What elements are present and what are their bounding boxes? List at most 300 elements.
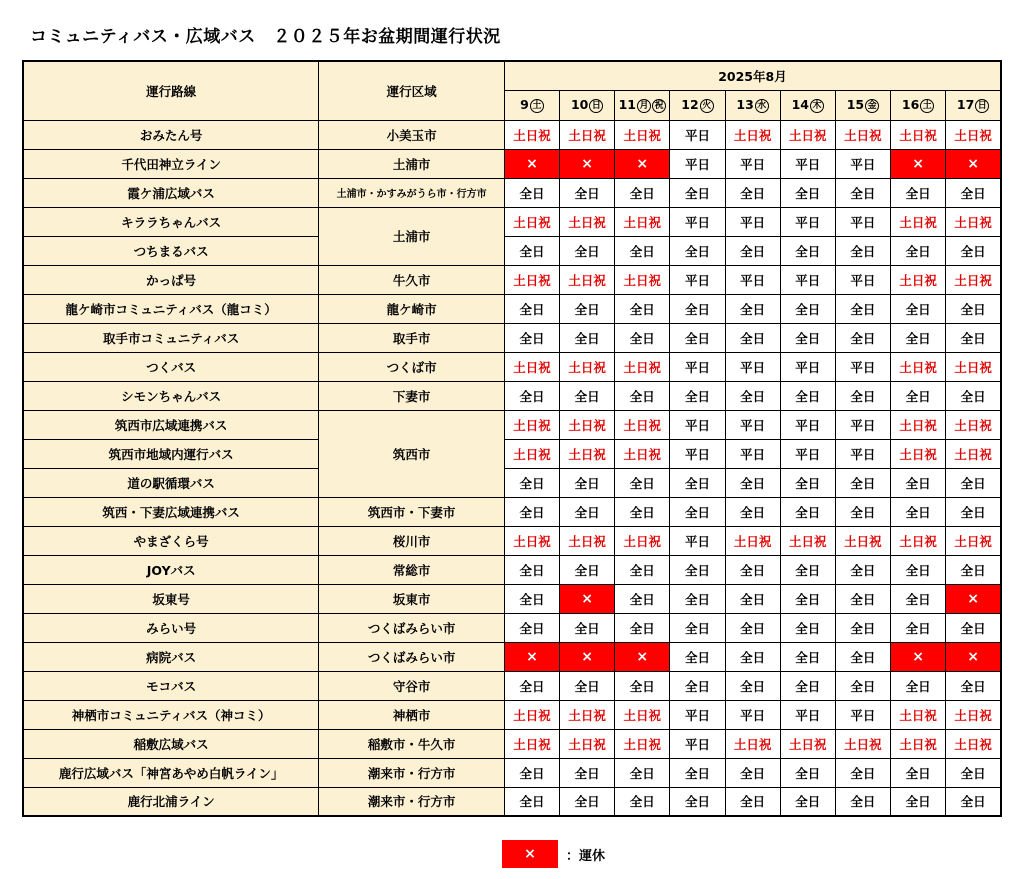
table-row bbox=[23, 265, 1001, 294]
status-cell: 全日 bbox=[946, 497, 1001, 526]
service-area: 坂東市 bbox=[319, 584, 505, 613]
status-cell: 全日 bbox=[891, 758, 946, 787]
weekday-badge: 土 bbox=[920, 99, 934, 113]
status-cell: 全日 bbox=[725, 178, 780, 207]
status-cell: 全日 bbox=[835, 497, 890, 526]
date-header bbox=[504, 90, 559, 120]
status-cell: 平日 bbox=[835, 265, 890, 294]
service-area: 筑西市 bbox=[319, 410, 505, 497]
status-cell: 土日祝 bbox=[835, 526, 890, 555]
header-area: 運行区域 bbox=[319, 61, 505, 120]
status-cell: 全日 bbox=[835, 787, 890, 816]
status-cell: 土日祝 bbox=[891, 352, 946, 381]
status-suspended: × bbox=[891, 642, 946, 671]
status-cell: 全日 bbox=[615, 758, 670, 787]
status-cell: 全日 bbox=[780, 758, 835, 787]
table-row bbox=[23, 410, 1001, 439]
status-cell: 全日 bbox=[504, 323, 559, 352]
status-cell: 平日 bbox=[780, 149, 835, 178]
status-cell: 土日祝 bbox=[560, 439, 615, 468]
legend-suspended-symbol: × bbox=[502, 840, 558, 868]
status-cell: 土日祝 bbox=[615, 729, 670, 758]
service-area: 龍ケ崎市 bbox=[319, 294, 505, 323]
table-row bbox=[23, 671, 1001, 700]
status-cell: 全日 bbox=[946, 381, 1001, 410]
status-suspended: × bbox=[946, 149, 1001, 178]
status-cell: 全日 bbox=[615, 294, 670, 323]
table-row bbox=[23, 352, 1001, 381]
status-cell: 全日 bbox=[946, 787, 1001, 816]
service-area: つくばみらい市 bbox=[319, 613, 505, 642]
service-area: 筑西市・下妻市 bbox=[319, 497, 505, 526]
status-cell: 土日祝 bbox=[560, 410, 615, 439]
status-cell: 平日 bbox=[725, 265, 780, 294]
status-suspended: × bbox=[504, 642, 559, 671]
status-cell: 土日祝 bbox=[946, 207, 1001, 236]
status-cell: 全日 bbox=[560, 294, 615, 323]
date-header bbox=[891, 90, 946, 120]
service-area: 潮来市・行方市 bbox=[319, 758, 505, 787]
status-cell: 全日 bbox=[504, 497, 559, 526]
status-cell: 平日 bbox=[725, 207, 780, 236]
status-suspended: × bbox=[946, 584, 1001, 613]
service-area: 取手市 bbox=[319, 323, 505, 352]
route-name: 道の駅循環バス bbox=[23, 468, 319, 497]
status-cell: 土日祝 bbox=[504, 526, 559, 555]
status-cell: 全日 bbox=[835, 294, 890, 323]
status-cell: 全日 bbox=[780, 584, 835, 613]
status-cell: 全日 bbox=[835, 758, 890, 787]
status-cell: 土日祝 bbox=[560, 526, 615, 555]
status-cell: 全日 bbox=[891, 584, 946, 613]
status-cell: 全日 bbox=[835, 671, 890, 700]
status-cell: 平日 bbox=[725, 149, 780, 178]
status-cell: 土日祝 bbox=[725, 526, 780, 555]
status-cell: 全日 bbox=[946, 294, 1001, 323]
status-cell: 土日祝 bbox=[725, 729, 780, 758]
status-cell: 全日 bbox=[946, 555, 1001, 584]
status-cell: 全日 bbox=[891, 555, 946, 584]
status-cell: 全日 bbox=[670, 468, 725, 497]
status-cell: 全日 bbox=[780, 323, 835, 352]
route-name: 霞ケ浦広域バス bbox=[23, 178, 319, 207]
status-cell: 土日祝 bbox=[891, 526, 946, 555]
status-cell: 全日 bbox=[725, 236, 780, 265]
date-day: 16 bbox=[901, 97, 920, 112]
status-cell: 全日 bbox=[835, 178, 890, 207]
status-cell: 全日 bbox=[891, 236, 946, 265]
route-name: 坂東号 bbox=[23, 584, 319, 613]
status-cell: 全日 bbox=[725, 613, 780, 642]
date-day: 9 bbox=[520, 97, 529, 112]
status-cell: 全日 bbox=[780, 497, 835, 526]
route-name: 筑西・下妻広域連携バス bbox=[23, 497, 319, 526]
status-cell: 土日祝 bbox=[615, 526, 670, 555]
status-cell: 全日 bbox=[615, 323, 670, 352]
status-cell: 全日 bbox=[780, 787, 835, 816]
status-cell: 全日 bbox=[504, 236, 559, 265]
status-cell: 土日祝 bbox=[780, 526, 835, 555]
status-cell: 土日祝 bbox=[504, 120, 559, 149]
weekday-badge: 火 bbox=[700, 99, 714, 113]
table-row bbox=[23, 149, 1001, 178]
status-cell: 土日祝 bbox=[725, 120, 780, 149]
status-suspended: × bbox=[504, 149, 559, 178]
status-cell: 土日祝 bbox=[615, 265, 670, 294]
status-cell: 土日祝 bbox=[560, 700, 615, 729]
status-cell: 平日 bbox=[835, 410, 890, 439]
status-cell: 土日祝 bbox=[615, 700, 670, 729]
status-cell: 全日 bbox=[780, 555, 835, 584]
service-area: 牛久市 bbox=[319, 265, 505, 294]
status-cell: 平日 bbox=[725, 700, 780, 729]
route-name: 龍ケ崎市コミュニティバス（龍コミ） bbox=[23, 294, 319, 323]
date-day: 11 bbox=[618, 97, 636, 112]
status-cell: 全日 bbox=[725, 294, 780, 323]
header-route: 運行路線 bbox=[23, 61, 319, 120]
status-cell: 全日 bbox=[615, 584, 670, 613]
table-row bbox=[23, 439, 1001, 468]
status-cell: 全日 bbox=[670, 584, 725, 613]
status-cell: 全日 bbox=[504, 613, 559, 642]
status-cell: 全日 bbox=[670, 381, 725, 410]
status-cell: 土日祝 bbox=[835, 120, 890, 149]
status-cell: 土日祝 bbox=[891, 410, 946, 439]
status-cell: 全日 bbox=[504, 787, 559, 816]
holiday-badge: 祝 bbox=[652, 99, 666, 113]
table-body bbox=[23, 120, 1001, 816]
status-suspended: × bbox=[560, 149, 615, 178]
status-cell: 全日 bbox=[891, 178, 946, 207]
date-header bbox=[835, 90, 890, 120]
status-cell: 全日 bbox=[725, 468, 780, 497]
status-cell: 土日祝 bbox=[615, 410, 670, 439]
weekday-badge: 月 bbox=[637, 99, 651, 113]
status-cell: 全日 bbox=[780, 468, 835, 497]
status-cell: 全日 bbox=[891, 613, 946, 642]
route-name: キララちゃんバス bbox=[23, 207, 319, 236]
status-cell: 土日祝 bbox=[615, 352, 670, 381]
status-cell: 全日 bbox=[725, 555, 780, 584]
table-row bbox=[23, 613, 1001, 642]
table-row bbox=[23, 178, 1001, 207]
status-cell: 全日 bbox=[670, 671, 725, 700]
status-cell: 平日 bbox=[835, 352, 890, 381]
status-cell: 全日 bbox=[780, 236, 835, 265]
status-cell: 全日 bbox=[560, 236, 615, 265]
status-cell: 全日 bbox=[670, 787, 725, 816]
table-row bbox=[23, 758, 1001, 787]
route-name: やまざくら号 bbox=[23, 526, 319, 555]
status-cell: 全日 bbox=[560, 468, 615, 497]
date-header bbox=[725, 90, 780, 120]
table-row bbox=[23, 787, 1001, 816]
status-cell: 全日 bbox=[670, 642, 725, 671]
status-cell: 全日 bbox=[835, 381, 890, 410]
service-area: つくばみらい市 bbox=[319, 642, 505, 671]
status-cell: 平日 bbox=[670, 700, 725, 729]
status-cell: 全日 bbox=[891, 468, 946, 497]
status-cell: 土日祝 bbox=[504, 439, 559, 468]
service-area: 土浦市 bbox=[319, 207, 505, 265]
status-cell: 平日 bbox=[670, 149, 725, 178]
service-area: 守谷市 bbox=[319, 671, 505, 700]
status-cell: 全日 bbox=[504, 671, 559, 700]
route-name: 筑西市地域内運行バス bbox=[23, 439, 319, 468]
status-cell: 全日 bbox=[504, 584, 559, 613]
status-cell: 土日祝 bbox=[504, 265, 559, 294]
status-cell: 平日 bbox=[670, 729, 725, 758]
status-cell: 全日 bbox=[946, 468, 1001, 497]
service-area: 土浦市・かすみがうら市・行方市 bbox=[319, 178, 505, 207]
table-row bbox=[23, 207, 1001, 236]
status-cell: 土日祝 bbox=[891, 700, 946, 729]
status-cell: 全日 bbox=[615, 236, 670, 265]
page-title: コミュニティバス・広域バス ２０２５年お盆期間運行状況 bbox=[30, 27, 501, 47]
status-cell: 全日 bbox=[504, 468, 559, 497]
status-cell: 土日祝 bbox=[615, 439, 670, 468]
table-row bbox=[23, 468, 1001, 497]
header-month: 2025年8月 bbox=[504, 61, 1001, 90]
status-cell: 全日 bbox=[560, 497, 615, 526]
status-cell: 土日祝 bbox=[615, 120, 670, 149]
status-cell: 全日 bbox=[615, 787, 670, 816]
status-suspended: × bbox=[615, 149, 670, 178]
status-cell: 全日 bbox=[670, 178, 725, 207]
status-cell: 土日祝 bbox=[946, 439, 1001, 468]
status-cell: 全日 bbox=[891, 497, 946, 526]
date-day: 14 bbox=[791, 97, 809, 112]
status-cell: 全日 bbox=[946, 671, 1001, 700]
status-cell: 土日祝 bbox=[891, 439, 946, 468]
status-cell: 全日 bbox=[615, 381, 670, 410]
route-name: 筑西市広域連携バス bbox=[23, 410, 319, 439]
status-cell: 土日祝 bbox=[560, 207, 615, 236]
route-name: 鹿行北浦ライン bbox=[23, 787, 319, 816]
date-header bbox=[560, 90, 615, 120]
service-area: 稲敷市・牛久市 bbox=[319, 729, 505, 758]
weekday-badge: 土 bbox=[530, 99, 544, 113]
date-day: 17 bbox=[956, 97, 975, 112]
date-day: 12 bbox=[681, 97, 699, 112]
route-name: つちまるバス bbox=[23, 236, 319, 265]
legend-suspended-label: ：運休 bbox=[566, 848, 606, 864]
status-cell: 全日 bbox=[725, 584, 780, 613]
route-name: つくバス bbox=[23, 352, 319, 381]
status-cell: 全日 bbox=[946, 178, 1001, 207]
status-cell: 全日 bbox=[615, 468, 670, 497]
status-cell: 全日 bbox=[835, 468, 890, 497]
table-row bbox=[23, 323, 1001, 352]
status-cell: 全日 bbox=[560, 787, 615, 816]
status-cell: 平日 bbox=[780, 352, 835, 381]
date-header bbox=[615, 90, 670, 120]
status-cell: 土日祝 bbox=[504, 700, 559, 729]
status-cell: 全日 bbox=[560, 671, 615, 700]
status-cell: 全日 bbox=[670, 294, 725, 323]
date-day: 13 bbox=[736, 97, 754, 112]
status-cell: 土日祝 bbox=[946, 700, 1001, 729]
table-row bbox=[23, 236, 1001, 265]
status-cell: 全日 bbox=[725, 642, 780, 671]
table-row bbox=[23, 120, 1001, 149]
table-row bbox=[23, 700, 1001, 729]
status-cell: 全日 bbox=[835, 555, 890, 584]
status-cell: 平日 bbox=[725, 410, 780, 439]
status-cell: 全日 bbox=[946, 236, 1001, 265]
status-cell: 土日祝 bbox=[504, 410, 559, 439]
status-cell: 全日 bbox=[560, 381, 615, 410]
status-cell: 全日 bbox=[615, 555, 670, 584]
status-cell: 全日 bbox=[835, 323, 890, 352]
status-cell: 全日 bbox=[504, 381, 559, 410]
status-cell: 全日 bbox=[725, 787, 780, 816]
weekday-badge: 金 bbox=[865, 99, 879, 113]
status-cell: 土日祝 bbox=[835, 729, 890, 758]
table-row bbox=[23, 497, 1001, 526]
status-cell: 全日 bbox=[504, 178, 559, 207]
status-cell: 土日祝 bbox=[560, 352, 615, 381]
table-row bbox=[23, 555, 1001, 584]
status-cell: 平日 bbox=[725, 352, 780, 381]
status-cell: 土日祝 bbox=[560, 729, 615, 758]
status-cell: 全日 bbox=[780, 613, 835, 642]
status-cell: 平日 bbox=[670, 526, 725, 555]
status-cell: 全日 bbox=[780, 178, 835, 207]
status-cell: 全日 bbox=[725, 671, 780, 700]
status-cell: 平日 bbox=[670, 120, 725, 149]
date-header bbox=[946, 90, 1001, 120]
status-cell: 平日 bbox=[780, 439, 835, 468]
status-cell: 全日 bbox=[725, 497, 780, 526]
status-cell: 全日 bbox=[891, 381, 946, 410]
status-cell: 平日 bbox=[725, 439, 780, 468]
status-cell: 全日 bbox=[560, 758, 615, 787]
status-cell: 全日 bbox=[615, 178, 670, 207]
status-cell: 平日 bbox=[670, 410, 725, 439]
route-name: 千代田神立ライン bbox=[23, 149, 319, 178]
status-suspended: × bbox=[615, 642, 670, 671]
status-cell: 全日 bbox=[835, 584, 890, 613]
status-cell: 全日 bbox=[725, 758, 780, 787]
operation-status-table bbox=[22, 60, 1002, 817]
status-cell: 平日 bbox=[835, 700, 890, 729]
status-cell: 土日祝 bbox=[946, 352, 1001, 381]
weekday-badge: 木 bbox=[810, 99, 824, 113]
table-row bbox=[23, 729, 1001, 758]
route-name: 稲敷広域バス bbox=[23, 729, 319, 758]
date-day: 10 bbox=[570, 97, 589, 112]
status-cell: 全日 bbox=[946, 758, 1001, 787]
status-cell: 全日 bbox=[670, 555, 725, 584]
status-cell: 全日 bbox=[725, 323, 780, 352]
status-cell: 全日 bbox=[835, 642, 890, 671]
weekday-badge: 日 bbox=[975, 99, 989, 113]
status-cell: 全日 bbox=[670, 613, 725, 642]
status-cell: 土日祝 bbox=[560, 265, 615, 294]
status-cell: 土日祝 bbox=[891, 729, 946, 758]
status-cell: 土日祝 bbox=[891, 120, 946, 149]
status-suspended: × bbox=[891, 149, 946, 178]
status-cell: 平日 bbox=[780, 207, 835, 236]
status-cell: 平日 bbox=[780, 265, 835, 294]
status-cell: 全日 bbox=[780, 381, 835, 410]
status-cell: 全日 bbox=[615, 671, 670, 700]
route-name: モコバス bbox=[23, 671, 319, 700]
date-header bbox=[780, 90, 835, 120]
status-cell: 土日祝 bbox=[946, 265, 1001, 294]
table-row bbox=[23, 526, 1001, 555]
service-area: 土浦市 bbox=[319, 149, 505, 178]
status-cell: 土日祝 bbox=[504, 352, 559, 381]
status-cell: 全日 bbox=[560, 613, 615, 642]
route-name: JOYバス bbox=[23, 555, 319, 584]
status-cell: 平日 bbox=[835, 439, 890, 468]
service-area: 常総市 bbox=[319, 555, 505, 584]
status-cell: 平日 bbox=[670, 439, 725, 468]
status-cell: 全日 bbox=[670, 497, 725, 526]
route-name: 神栖市コミュニティバス（神コミ） bbox=[23, 700, 319, 729]
status-cell: 全日 bbox=[835, 613, 890, 642]
service-area: つくば市 bbox=[319, 352, 505, 381]
service-area: 桜川市 bbox=[319, 526, 505, 555]
status-cell: 土日祝 bbox=[560, 120, 615, 149]
status-cell: 土日祝 bbox=[891, 265, 946, 294]
service-area: 小美玉市 bbox=[319, 120, 505, 149]
status-cell: 全日 bbox=[835, 236, 890, 265]
status-cell: 土日祝 bbox=[946, 729, 1001, 758]
status-cell: 平日 bbox=[670, 207, 725, 236]
status-cell: 全日 bbox=[615, 613, 670, 642]
route-name: おみたん号 bbox=[23, 120, 319, 149]
status-cell: 土日祝 bbox=[946, 526, 1001, 555]
service-area: 潮来市・行方市 bbox=[319, 787, 505, 816]
status-cell: 全日 bbox=[560, 323, 615, 352]
status-cell: 全日 bbox=[891, 323, 946, 352]
status-cell: 土日祝 bbox=[615, 207, 670, 236]
service-area: 下妻市 bbox=[319, 381, 505, 410]
status-cell: 土日祝 bbox=[504, 729, 559, 758]
status-cell: 全日 bbox=[670, 758, 725, 787]
table-row bbox=[23, 584, 1001, 613]
status-cell: 土日祝 bbox=[780, 120, 835, 149]
table-row bbox=[23, 294, 1001, 323]
status-suspended: × bbox=[560, 642, 615, 671]
status-cell: 全日 bbox=[504, 758, 559, 787]
status-cell: 全日 bbox=[780, 294, 835, 323]
weekday-badge: 水 bbox=[755, 99, 769, 113]
status-cell: 全日 bbox=[891, 787, 946, 816]
status-cell: 全日 bbox=[670, 236, 725, 265]
route-name: かっぱ号 bbox=[23, 265, 319, 294]
status-cell: 全日 bbox=[560, 555, 615, 584]
table-row bbox=[23, 381, 1001, 410]
status-cell: 全日 bbox=[615, 497, 670, 526]
status-cell: 全日 bbox=[725, 381, 780, 410]
status-cell: 全日 bbox=[504, 555, 559, 584]
status-suspended: × bbox=[560, 584, 615, 613]
route-name: 鹿行広域バス「神宮あやめ白帆ライン」 bbox=[23, 758, 319, 787]
status-cell: 土日祝 bbox=[946, 410, 1001, 439]
status-cell: 土日祝 bbox=[780, 729, 835, 758]
status-cell: 全日 bbox=[891, 294, 946, 323]
status-cell: 全日 bbox=[946, 613, 1001, 642]
date-day: 15 bbox=[846, 97, 865, 112]
status-cell: 平日 bbox=[835, 207, 890, 236]
route-name: シモンちゃんバス bbox=[23, 381, 319, 410]
status-cell: 平日 bbox=[780, 410, 835, 439]
status-cell: 全日 bbox=[670, 323, 725, 352]
